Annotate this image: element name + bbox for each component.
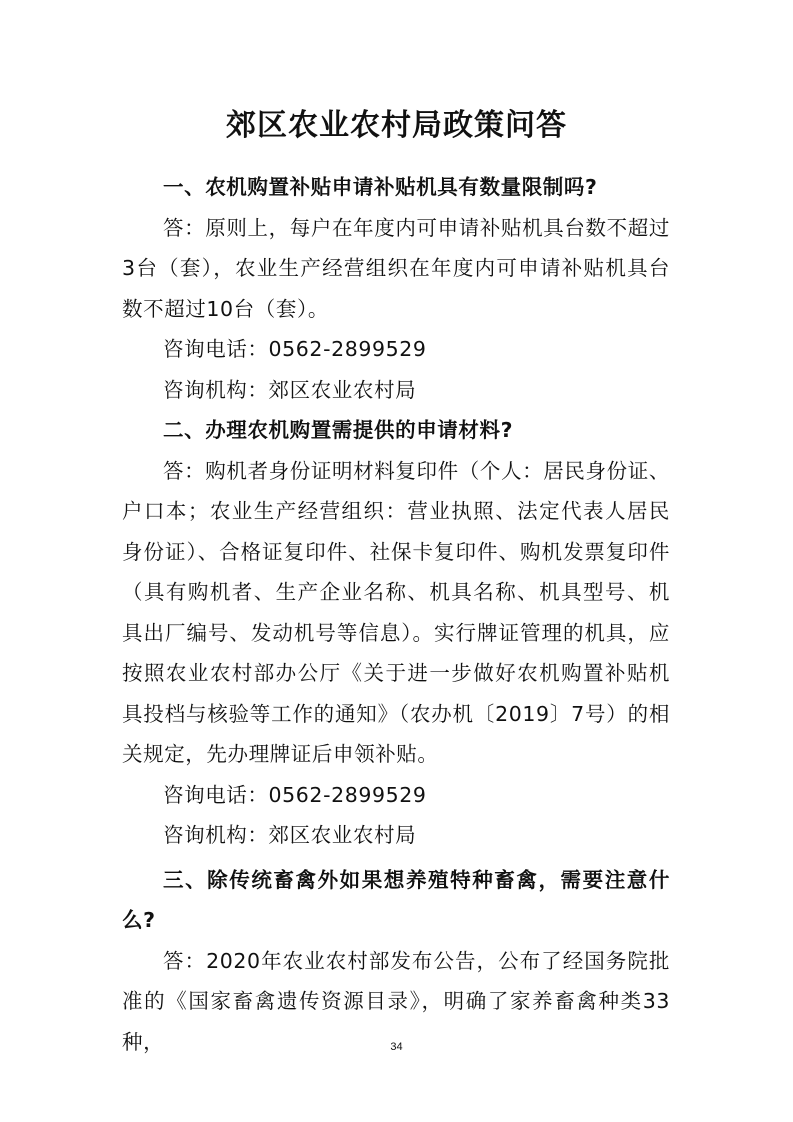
page-title: 郊区农业农村局政策问答 — [226, 108, 567, 143]
question-1: 一、农机购置补贴申请补贴机具有数量限制吗? — [163, 175, 598, 199]
answer-2: 答：购机者身份证明材料复印件（个人：居民身份证、户口本；农业生产经营组织：营业执照、法定代表人居民身份证）、合格证复印件、社保卡复印件、购机发票复印件（具有购机者、生产企业名称、机具名称、机具型号、机具出厂编号、发动机号等信息）。实行牌证管理的机具，应按照农业农村部办公厅《关于进一步做好农机购置补贴机具投档与核验等工作的通知》（农办机〔2019〕7号）的相关规定，先办理牌证后申领补贴。 — [122, 458, 670, 766]
consult-phone-2: 咨询电话：0562-2899529 — [163, 782, 427, 807]
consult-agency-2: 咨询机构：郊区农业农村局 — [163, 823, 417, 847]
page-number: 34 — [390, 1041, 403, 1053]
answer-1: 答：原则上，每户在年度内可申请补贴机具台数不超过3台（套），农业生产经营组织在年度内可申请补贴机具台数不超过10台（套）。 — [122, 215, 670, 321]
question-2: 二、办理农机购置需提供的申请材料? — [163, 418, 514, 442]
answer-3: 答：2020年农业农村部发布公告，公布了经国务院批准的《国家畜禽遗传资源目录》，明确了家养畜禽种类33种， — [122, 948, 670, 1054]
question-3: 三、除传统畜禽外如果想养殖特种畜禽，需要注意什么? — [122, 867, 670, 932]
consult-phone-1: 咨询电话：0562-2899529 — [163, 337, 427, 361]
document-body — [122, 167, 670, 1062]
consult-agency-1: 咨询机构：郊区农业农村局 — [163, 377, 417, 402]
